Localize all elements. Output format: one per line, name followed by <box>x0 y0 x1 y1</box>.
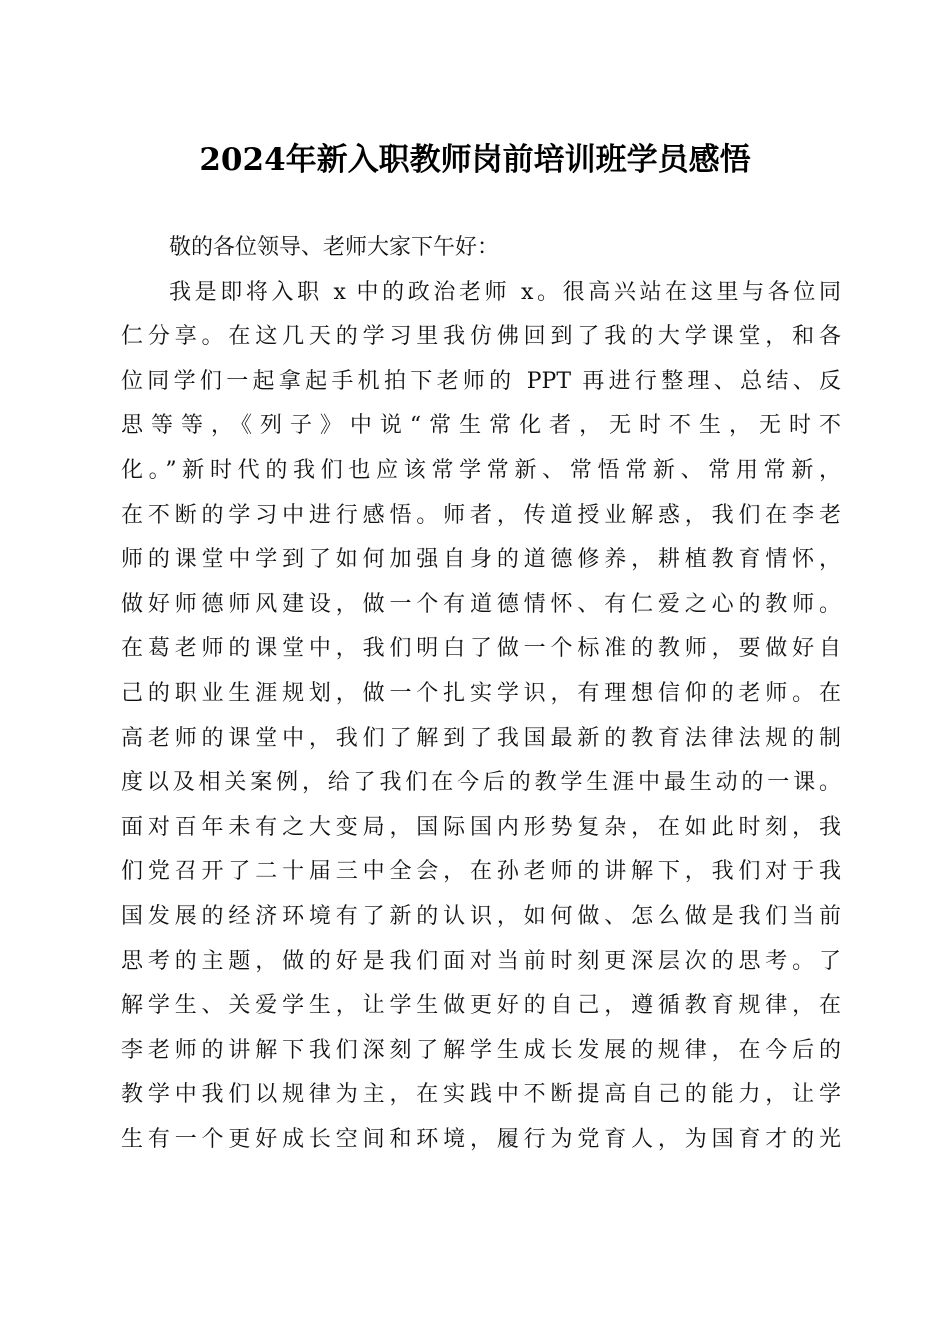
paragraph-line: 国发展的经济环境有了新的认识，如何做、怎么做是我们当前 <box>121 903 841 929</box>
paragraph-line: 面对百年未有之大变局，国际国内形势复杂，在如此时刻，我 <box>121 814 841 840</box>
paragraph-line: 思考的主题，做的好是我们面对当前时刻更深层次的思考。了 <box>121 948 841 974</box>
paragraph-line: 做好师德师风建设，做一个有道德情怀、有仁爱之心的教师。 <box>121 591 841 617</box>
paragraph-line: 仁分享。在这几天的学习里我仿佛回到了我的大学课堂，和各 <box>121 324 841 350</box>
paragraph-line: 度以及相关案例，给了我们在今后的教学生涯中最生动的一课。 <box>121 770 841 796</box>
paragraph-line: 化。”新时代的我们也应该常学常新、常悟常新、常用常新， <box>121 457 841 483</box>
paragraph-line: 位同学们一起拿起手机拍下老师的 PPT 再进行整理、总结、反 <box>121 368 841 394</box>
paragraph-line: 教学中我们以规律为主，在实践中不断提高自己的能力，让学 <box>121 1082 841 1108</box>
paragraph-line: 己的职业生涯规划，做一个扎实学识，有理想信仰的老师。在 <box>121 680 841 706</box>
paragraph-line: 高老师的课堂中，我们了解到了我国最新的教育法律法规的制 <box>121 725 841 751</box>
document-body <box>121 226 841 1162</box>
document-title: 2024年新入职教师岗前培训班学员感悟 <box>199 142 751 178</box>
paragraph-line: 李老师的讲解下我们深刻了解学生成长发展的规律，在今后的 <box>121 1037 841 1063</box>
paragraph-line: 生有一个更好成长空间和环境，履行为党育人，为国育才的光 <box>121 1126 841 1152</box>
paragraph-line: 们党召开了二十届三中全会，在孙老师的讲解下，我们对于我 <box>121 859 841 885</box>
paragraph-line: 我是即将入职 x 中的政治老师 x。很高兴站在这里与各位同 <box>169 279 841 305</box>
paragraph-line: 师的课堂中学到了如何加强自身的道德修养，耕植教育情怀， <box>121 547 841 573</box>
greeting-line: 敬的各位领导、老师大家下午好： <box>169 235 500 260</box>
paragraph-line: 在不断的学习中进行感悟。师者，传道授业解惑，我们在李老 <box>121 502 841 528</box>
paragraph-line: 解学生、关爱学生，让学生做更好的自己，遵循教育规律，在 <box>121 993 841 1019</box>
paragraph-line: 在葛老师的课堂中，我们明白了做一个标准的教师，要做好自 <box>121 636 841 662</box>
paragraph-line: 思等等，《列子》中说“常生常化者，无时不生，无时不 <box>121 413 841 439</box>
